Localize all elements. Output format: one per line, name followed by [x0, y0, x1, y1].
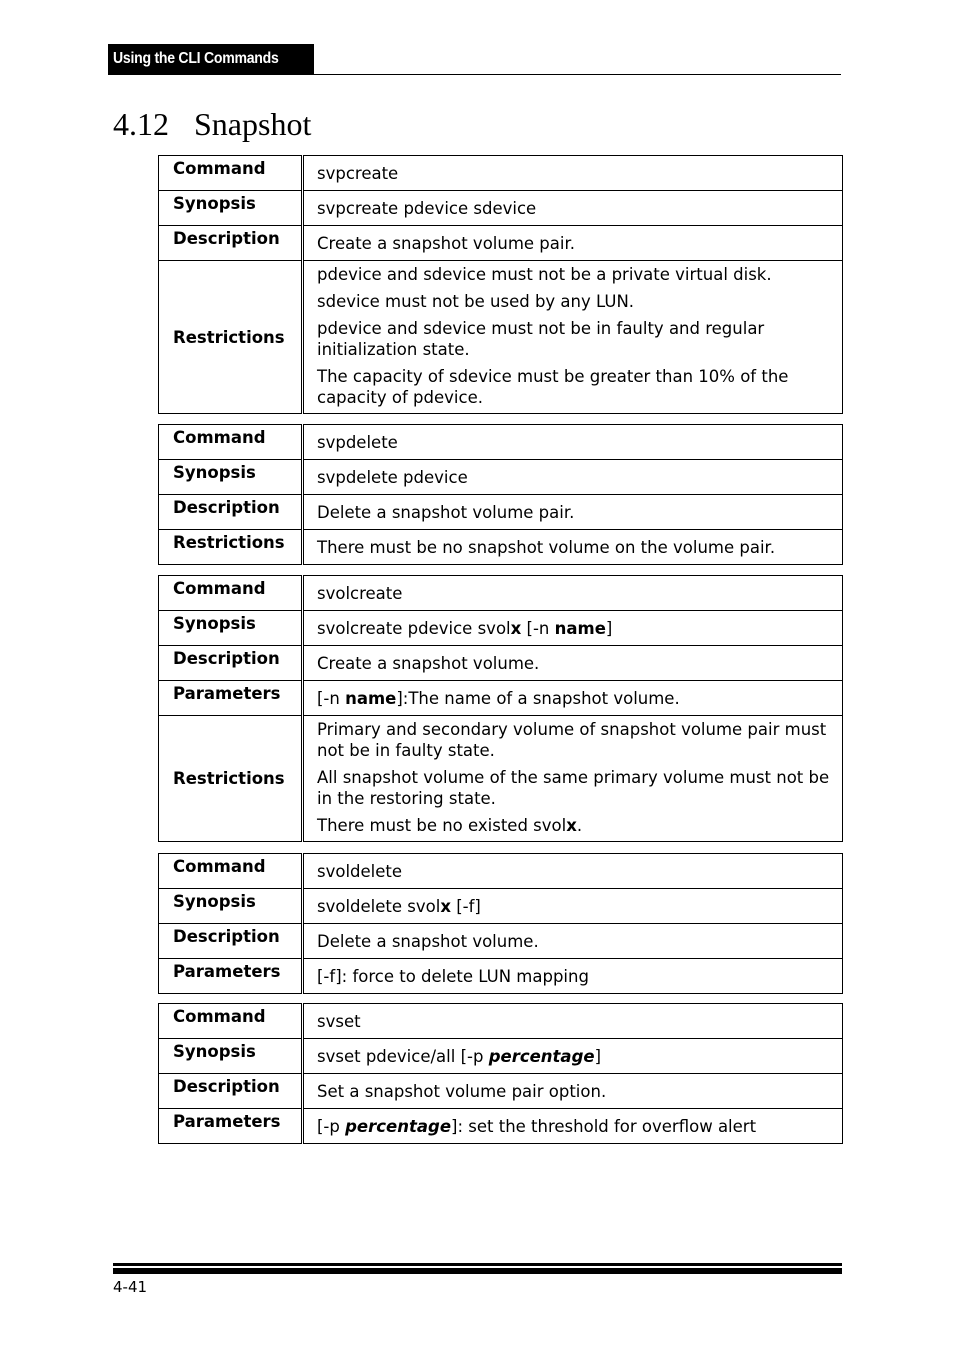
table-row	[159, 156, 843, 191]
value-line: Primary and secondary volume of snapshot volume pair must not be in faulty state.	[317, 720, 827, 760]
table-row	[159, 191, 843, 226]
row-value: svpdelete pdevice	[303, 460, 843, 495]
text-segment: svolcreate pdevice svol	[317, 618, 511, 638]
row-label: Parameters	[159, 1109, 303, 1144]
row-value: Delete a snapshot volume pair.	[303, 495, 843, 530]
command-table	[158, 853, 843, 994]
table-row	[159, 530, 843, 565]
emphasized-term: x	[566, 816, 577, 835]
table-row	[159, 1109, 843, 1144]
table-row	[159, 854, 843, 889]
table-row	[159, 261, 843, 414]
row-label: Description	[159, 924, 303, 959]
row-value: Set a snapshot volume pair option.	[303, 1074, 843, 1109]
table-row	[159, 1074, 843, 1109]
table-row	[159, 495, 843, 530]
row-label: Synopsis	[159, 460, 303, 495]
section-title	[113, 102, 311, 146]
row-value: Create a snapshot volume pair.	[303, 226, 843, 261]
emphasized-term: x	[440, 896, 451, 916]
text-segment: ]	[605, 618, 613, 638]
row-value: svoldelete	[303, 854, 843, 889]
row-value: [-f]: force to delete LUN mapping	[303, 959, 843, 994]
section-name: Snapshot	[194, 106, 312, 142]
footer-rule-thick	[113, 1268, 842, 1274]
row-value: Create a snapshot volume.	[303, 646, 843, 681]
value-line: pdevice and sdevice must not be in faulty and regular initialization state.	[317, 319, 765, 359]
row-label: Command	[159, 425, 303, 460]
row-value	[303, 716, 843, 842]
table-row	[159, 425, 843, 460]
row-label: Synopsis	[159, 889, 303, 924]
command-table	[158, 155, 843, 414]
row-value	[303, 889, 843, 924]
value-line: All snapshot volume of the same primary volume must not be in the restoring state.	[317, 768, 830, 808]
row-value: Delete a snapshot volume.	[303, 924, 843, 959]
row-label: Parameters	[159, 959, 303, 994]
command-table	[158, 1003, 843, 1144]
command-table	[158, 575, 843, 842]
table-row	[159, 889, 843, 924]
row-label: Restrictions	[159, 261, 303, 414]
header-tab-label: Using the CLI Commands	[113, 50, 279, 67]
emphasized-term: name	[345, 688, 397, 708]
page-number: 4-41	[113, 1278, 148, 1296]
emphasized-term: percentage	[345, 1116, 452, 1136]
text-segment: There must be no existed svol	[317, 816, 567, 835]
row-label: Restrictions	[159, 530, 303, 565]
table-row	[159, 1004, 843, 1039]
text-segment: ]: set the threshold for overflow alert	[451, 1116, 757, 1136]
table-row	[159, 681, 843, 716]
row-label: Description	[159, 646, 303, 681]
header-rule	[108, 74, 841, 75]
table-row	[159, 460, 843, 495]
text-segment: ]:The name of a snapshot volume.	[396, 688, 680, 708]
emphasized-term: percentage	[488, 1046, 595, 1066]
table-row	[159, 959, 843, 994]
row-label: Description	[159, 1074, 303, 1109]
text-segment: [-n	[521, 618, 555, 638]
row-value: There must be no snapshot volume on the volume pair.	[303, 530, 843, 565]
row-value	[303, 1039, 843, 1074]
row-value: svpcreate pdevice sdevice	[303, 191, 843, 226]
row-value: svpdelete	[303, 425, 843, 460]
value-line: The capacity of sdevice must be greater than 10% of the capacity of pdevice.	[317, 367, 789, 407]
emphasized-term: name	[554, 618, 606, 638]
row-value: svolcreate	[303, 576, 843, 611]
row-label: Parameters	[159, 681, 303, 716]
table-row	[159, 924, 843, 959]
row-label: Command	[159, 576, 303, 611]
text-segment: [-p	[317, 1116, 346, 1136]
row-label: Command	[159, 854, 303, 889]
row-value	[303, 1109, 843, 1144]
row-value	[303, 681, 843, 716]
text-segment: ]	[594, 1046, 602, 1066]
row-value	[303, 261, 843, 414]
value-line: sdevice must not be used by any LUN.	[317, 292, 635, 311]
row-label: Description	[159, 226, 303, 261]
row-label: Synopsis	[159, 191, 303, 226]
text-segment: svoldelete svol	[317, 896, 441, 916]
row-label: Synopsis	[159, 1039, 303, 1074]
value-line	[317, 815, 832, 836]
row-value	[303, 611, 843, 646]
row-label: Description	[159, 495, 303, 530]
row-value: svpcreate	[303, 156, 843, 191]
command-table	[158, 424, 843, 565]
table-row	[159, 576, 843, 611]
table-row	[159, 716, 843, 842]
text-segment: svset pdevice/all [-p	[317, 1046, 489, 1066]
table-row	[159, 226, 843, 261]
table-row	[159, 1039, 843, 1074]
row-value: svset	[303, 1004, 843, 1039]
emphasized-term: x	[510, 618, 522, 638]
table-row	[159, 611, 843, 646]
footer-rule-thin	[113, 1263, 842, 1266]
row-label: Command	[159, 156, 303, 191]
value-line: pdevice and sdevice must not be a private virtual disk.	[317, 265, 772, 284]
header-section-tab	[108, 44, 314, 74]
text-segment: [-n	[317, 688, 346, 708]
text-segment: .	[576, 816, 583, 835]
row-label: Synopsis	[159, 611, 303, 646]
table-row	[159, 646, 843, 681]
text-segment: [-f]	[450, 896, 481, 916]
row-label: Restrictions	[159, 716, 303, 842]
section-number: 4.12	[113, 106, 169, 142]
row-label: Command	[159, 1004, 303, 1039]
